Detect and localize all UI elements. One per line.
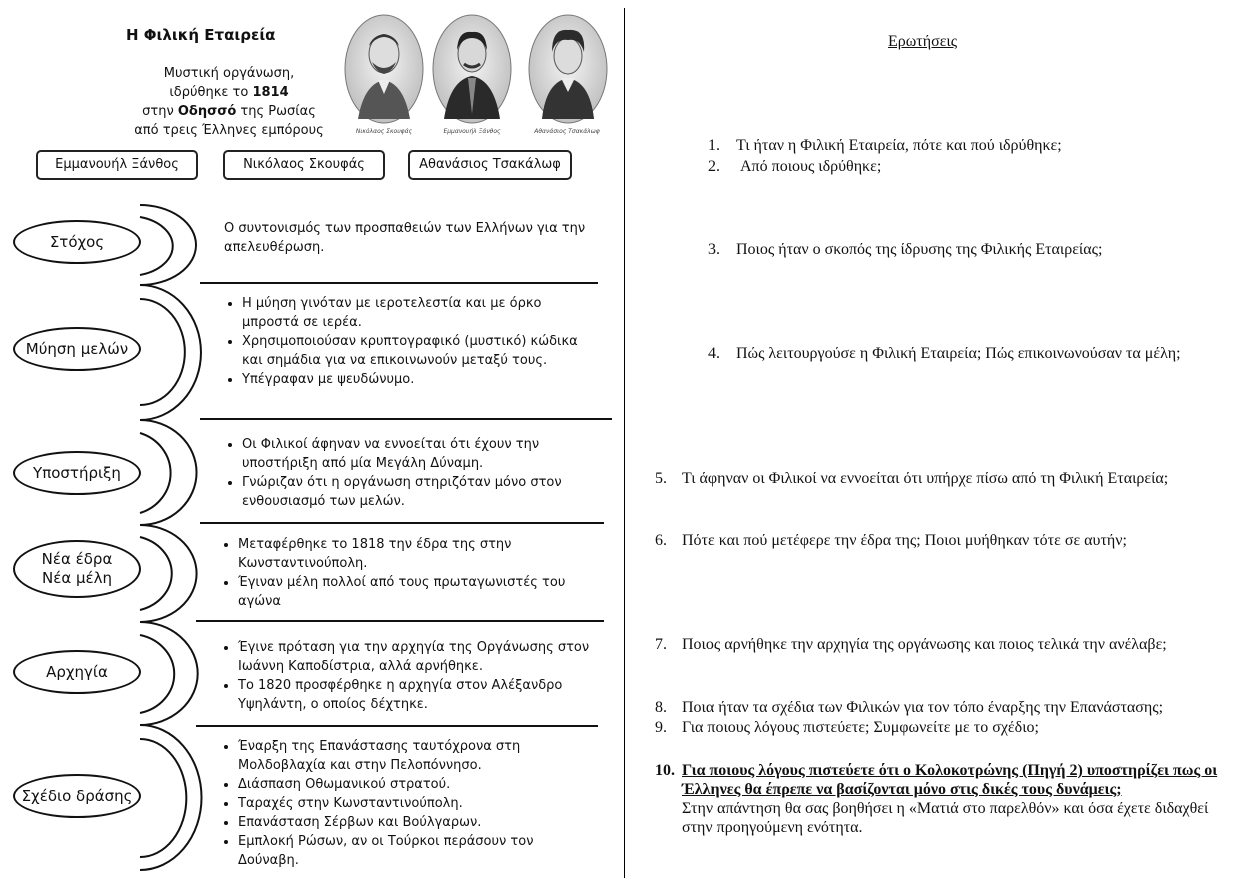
list-item: • Εμπλοκή Ρώσων, αν οι Τούρκοι περάσουν τον Δούναβη. [238,832,596,870]
section-divider [200,522,604,524]
list-item: • Έγινε πρόταση για την αρχηγία της Οργάνωσης στον Ιωάννη Καποδίστρια, αλλά αρνήθηκε. [238,638,596,676]
portrait-xanthos [432,14,512,124]
chain-arc [140,635,174,713]
label-ypostirixi: Υποστήριξη [13,451,141,495]
list-item: • Υπέγραφαν με ψευδώνυμο. [242,370,602,389]
section-text-nea-edra [218,535,602,611]
section-text-archigia [218,638,596,714]
page-title: Η Φιλική Εταιρεία [126,26,276,44]
list-item: • Επανάσταση Σέρβων και Βούλγαρων. [238,813,596,832]
chain-arc [140,217,173,275]
question-6: 6. Πότε και πού μετέφερε την έδρα της; Ποιοι μυήθηκαν τότε σε αυτήν; [655,532,1127,549]
section-divider [196,620,604,622]
chain-arc [140,537,172,610]
label-archigia: Αρχηγία [13,650,141,694]
list-item: • Διάσπαση Οθωμανικού στρατού. [238,775,596,794]
list-item: • Μεταφέρθηκε το 1818 την έδρα της στην Κωνσταντινούπολη. [238,535,602,573]
chain-arc [140,299,185,405]
portrait-skoufas [344,14,424,124]
list-item: • Έγιναν μέλη πολλοί από τους πρωταγωνιστές του αγώνα [238,573,602,611]
section-text-myisi [222,294,602,389]
founder-box-skoufas: Νικόλαος Σκουφάς [223,150,385,180]
section-divider [200,282,598,284]
question-4: 4. Πώς λειτουργούσε η Φιλική Εταιρεία; Πώς επικοινωνούσαν τα μέλη; [708,345,1181,362]
question-9: 9. Για ποιους λόγους πιστεύετε; Συμφωνείτε με το σχέδιο; [655,719,1039,736]
chain-arc [140,739,186,857]
question-10: 10. Για ποιους λόγους πιστεύετε ότι ο Κολοκοτρώνης (Πηγή 2) υποστηρίζει πως οι Έλληνες θα έπρεπε να βασίζονται μόνο στις δικές τους δυνάμεις; Στην απάντηση θα σας βοηθήσει η «Ματιά στο παρελθόν» και όσα έχετε διδαχθεί στην προηγούμενη ενότητα. [655,761,1223,837]
section-text-schedio [218,737,596,870]
list-item: • Γνώριζαν ότι η οργάνωση στηριζόταν μόνο στον ενθουσιασμό των μελών. [242,473,602,511]
section-text-stochos: Ο συντονισμός των προσπαθειών των Ελλήνων για την απελευθέρωση. [224,221,586,255]
list-item: • Η μύηση γινόταν με ιεροτελεστία και με όρκο μπροστά σε ιερέα. [242,294,602,332]
label-myisi-melon: Μύηση μελών [13,327,141,371]
question-8: 8. Ποια ήταν τα σχέδια των Φιλικών για τον τόπο έναρξης την Επανάστασης; [655,699,1164,716]
founder-box-tsakalof: Αθανάσιος Τσακάλωφ [408,150,572,180]
page-divider [624,8,625,878]
list-item: • Ταραχές στην Κωνσταντινούπολη. [238,794,596,813]
chain-arc [140,433,171,513]
question-7: 7. Ποιος αρνήθηκε την αρχηγία της οργάνωσης και ποιος τελικά την ανέλαβε; [655,636,1167,653]
label-stochos: Στόχος [13,220,141,264]
portrait-tsakalof [528,14,608,124]
question-3: 3. Ποιος ήταν ο σκοπός της ίδρυσης της Φιλικής Εταιρείας; [708,241,1103,258]
question-2: 2. Από ποιους ιδρύθηκε; [708,158,882,175]
question-1: 1. Τι ήταν η Φιλική Εταιρεία, πότε και πού ιδρύθηκε; [708,137,1062,154]
label-schedio-drasis: Σχέδιο δράσης [13,774,141,818]
list-item: • Χρησιμοποιούσαν κρυπτογραφικό (μυστικό) κώδικα και σημάδια για να επικοινωνούν μεταξύ τους. [242,332,602,370]
portrait-caption: Εμμανουήλ Ξάνθος [443,128,501,135]
chain-arc [140,725,202,870]
questions-title: Ερωτήσεις [888,33,958,50]
intro-text: Μυστική οργάνωση, ιδρύθηκε το 1814 στην Οδησσό της Ρωσίας από τρεις Έλληνες εμπόρους [134,66,324,138]
chain-arc [140,285,201,420]
question-10-hint: Στην απάντηση θα σας βοηθήσει η «Ματιά στο παρελθόν» και όσα έχετε διδαχθεί στην προηγούμενη ενότητα. [682,800,1209,836]
portrait-caption: Νικόλαος Σκουφάς [355,128,413,135]
label-nea-edra: Νέα έδρα Νέα μέλη [13,540,141,598]
portrait-caption: Αθανάσιος Τσακάλωφ [534,128,600,135]
section-divider [200,418,612,420]
list-item: • Το 1820 προσφέρθηκε η αρχηγία στον Αλέξανδρο Υψηλάντη, ο οποίος δέχτηκε. [238,676,596,714]
list-item: • Οι Φιλικοί άφηναν να εννοείται ότι έχουν την υποστήριξη από μία Μεγάλη Δύναμη. [242,435,602,473]
section-text-ypostirixi [222,435,602,511]
founder-box-xanthos: Εμμανουήλ Ξάνθος [36,150,198,180]
list-item: • Έναρξη της Επανάστασης ταυτόχρονα στη Μολδοβλαχία και στην Πελοπόννησο. [238,737,596,775]
question-5: 5. Τι άφηναν οι Φιλικοί να εννοείται ότι υπήρχε πίσω από τη Φιλική Εταιρεία; [655,470,1169,487]
section-divider [196,725,598,727]
